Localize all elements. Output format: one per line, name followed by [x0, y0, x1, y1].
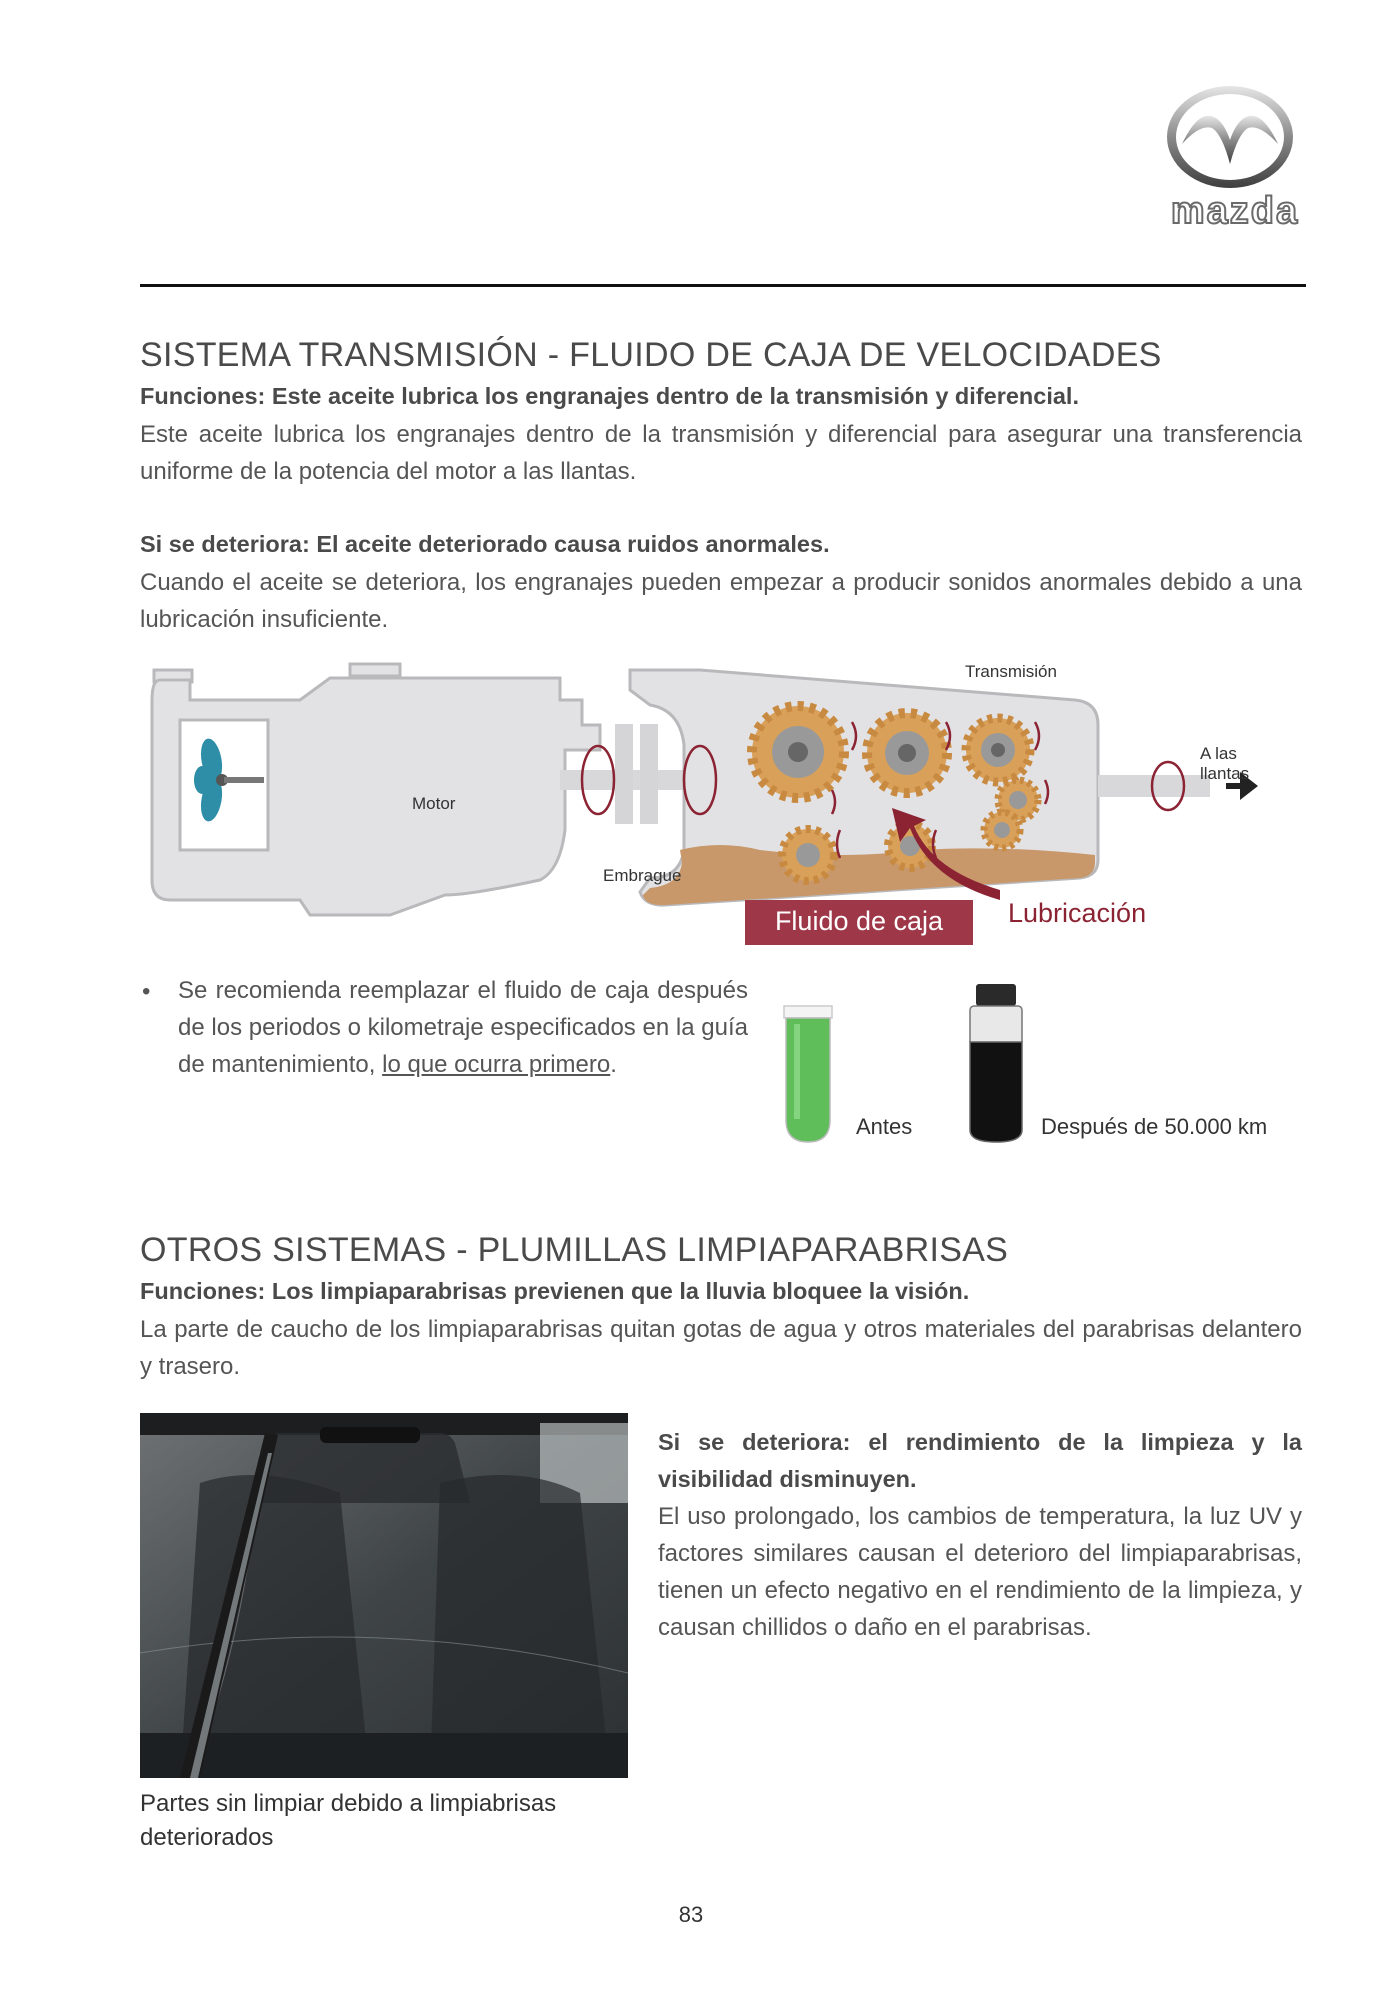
section1-deteriorate-label: Si se deteriora: El aceite deteriorado causa ruidos anormales.: [140, 531, 830, 557]
section1-title: SISTEMA TRANSMISIÓN - FLUIDO DE CAJA DE VELOCIDADES: [140, 336, 1162, 374]
vial-before-label: Antes: [856, 1114, 913, 1139]
label-a-las-llantas: A las llantas: [1200, 744, 1250, 783]
gear-icon: [966, 718, 1030, 782]
gear-icon: [782, 829, 834, 881]
header-divider: [140, 284, 1306, 287]
vial-after-icon: [970, 984, 1022, 1142]
label-transmision: Transmisión: [965, 662, 1057, 681]
vials-figure: [770, 980, 1330, 1160]
mazda-logo: [1160, 82, 1310, 232]
bullet-end: .: [610, 1051, 617, 1078]
section2-functions-label: Funciones: Los limpiaparabrisas previenen que la lluvia bloquee la visión.: [140, 1278, 970, 1304]
section2-deteriorate-label: [658, 1424, 1302, 1498]
brand-name: mazda: [1170, 190, 1300, 232]
label-embrague: Embrague: [603, 866, 682, 885]
section2-title: OTROS SISTEMAS - PLUMILLAS LIMPIAPARABRISAS: [140, 1231, 1009, 1269]
gear-icon: [867, 713, 947, 793]
windshield-photo: [140, 1413, 628, 1778]
transmission-diagram: [140, 650, 1290, 950]
bullet-paragraph: [178, 972, 748, 1083]
page-number: 83: [678, 1902, 704, 1927]
label-motor: Motor: [412, 794, 456, 813]
section1-deteriorate-text: Cuando el aceite se deteriora, los engranajes pueden empezar a producir sonidos anormales debido a una lubricación insuficiente.: [140, 569, 1302, 633]
bullet-dot: •: [142, 978, 151, 1005]
vial-before-icon: [784, 1006, 832, 1142]
section2-functions-text: La parte de caucho de los limpiaparabrisas quitan gotas de agua y otros materiales del parabrisas delantero y trasero.: [140, 1316, 1302, 1380]
bullet-text: Se recomienda reemplazar el fluido de caja después de los periodos o kilometraje especificados en la guía de mantenimiento,: [178, 977, 748, 1078]
label-fluido-de-caja: Fluido de caja: [774, 906, 944, 936]
vial-after-label: Después de 50.000 km: [1041, 1114, 1268, 1139]
gear-icon: [752, 706, 844, 798]
section1-functions-label: Funciones: Este aceite lubrica los engranajes dentro de la transmisión y diferencial.: [140, 383, 1079, 409]
clutch-plate: [640, 724, 658, 824]
section2-deteriorate-text: El uso prolongado, los cambios de temperatura, la luz UV y factores similares causan el deterioro del limpiaparabrisas, tienen un efecto negativo en el rendimiento de la limpieza, y causan chillidos o daño en el parabrisas.: [658, 1503, 1302, 1641]
section1-functions-text: Este aceite lubrica los engranajes dentro de la transmisión y diferencial para asegurar una transferencia uniforme de la potencia del motor a las llantas.: [140, 421, 1302, 485]
photo-caption: Partes sin limpiar debido a limpiabrisas deteriorados: [140, 1790, 557, 1851]
section2-deteriorate-label-text: Si se deteriora: el rendimiento de la limpieza y la visibilidad disminuyen.: [658, 1429, 1302, 1492]
clutch-plate: [615, 724, 633, 824]
bullet-link[interactable]: lo que ocurra primero: [382, 1051, 611, 1078]
label-lubricacion: Lubricación: [1008, 898, 1147, 928]
gear-icon: [984, 812, 1020, 848]
